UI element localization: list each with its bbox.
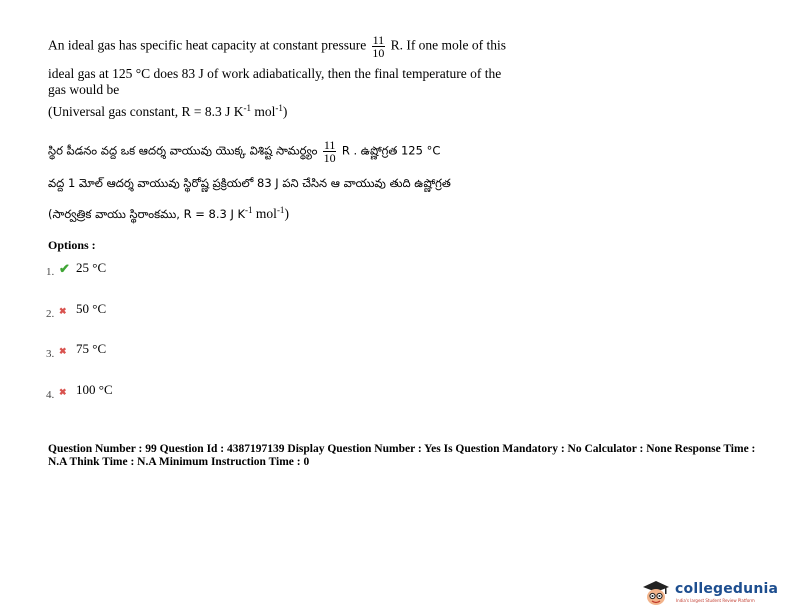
superscript: -1 <box>276 205 285 215</box>
question-text: R. If one mole of this <box>390 37 507 53</box>
constant-text: mol <box>250 104 276 119</box>
cross-icon: ✖ <box>59 306 67 316</box>
question-en-line-1 <box>48 34 506 59</box>
superscript: -1 <box>275 103 283 113</box>
question-en-line-2: ideal gas at 125 °C does 83 J of work adiabatically, then the final temperature of the <box>48 66 502 81</box>
fraction <box>323 139 337 164</box>
constant-text: (Universal gas constant, R = 8.3 J K <box>48 104 244 119</box>
cross-icon: ✖ <box>59 346 67 356</box>
option-text: 50 °C <box>76 301 107 316</box>
question-en-constant <box>48 104 287 120</box>
option-text: 25 °C <box>76 260 107 275</box>
logo-tagline: India's largest Student Review Platform <box>676 598 755 603</box>
question-te-constant <box>48 206 289 222</box>
question-text-telugu: స్థిర పీడనం వద్ద ఒక ఆదర్శ వాయువు యొక్క విశిష్ట సామర్థ్యం <box>48 143 318 158</box>
fraction-numerator: 11 <box>323 138 336 152</box>
question-en-line-3: gas would be <box>48 82 120 97</box>
option-number: 1. <box>46 266 55 278</box>
graduate-mascot-icon <box>641 580 671 606</box>
option-text: 100 °C <box>76 382 113 397</box>
option-number: 2. <box>46 308 55 320</box>
constant-text: ) <box>282 104 288 119</box>
fraction-numerator: 11 <box>372 33 385 47</box>
superscript: -1 <box>243 103 251 113</box>
question-metadata: Question Number : 99 Question Id : 4387197139 Display Question Number : Yes Is Question Mandatory : No Calculator : None Response Time : N.A Think Time : N.A Minimum Instruction Time : 0 <box>48 443 756 468</box>
fraction-denominator: 10 <box>323 151 336 165</box>
question-te-line-1 <box>48 139 440 164</box>
option-text: 75 °C <box>76 341 107 356</box>
superscript: -1 <box>245 205 253 215</box>
collegedunia-logo <box>641 580 786 606</box>
check-icon: ✔ <box>59 261 70 276</box>
constant-text: mol <box>252 206 277 221</box>
fraction <box>372 34 386 59</box>
fraction-denominator: 10 <box>372 46 385 60</box>
constant-text-telugu: (సార్వత్రిక వాయు స్థిరాంకము, R = 8.3 J K <box>48 207 246 221</box>
logo-wordmark: collegedunia <box>675 581 779 597</box>
constant-text: ) <box>284 206 289 221</box>
option-number: 3. <box>46 348 55 360</box>
option-number: 4. <box>46 389 55 401</box>
options-label: Options : <box>48 238 96 252</box>
question-text-telugu: R . ఉష్ణోగ్రత 125 °C <box>341 143 441 158</box>
question-text: An ideal gas has specific heat capacity at constant pressure <box>48 37 367 53</box>
cross-icon: ✖ <box>59 387 67 397</box>
question-te-line-2: వద్ద 1 మోల్ ఆదర్శ వాయువు స్థిరోష్ణ ప్రక్రియలో 83 J పని చేసిన ఆ వాయువు తుది ఉష్ణోగ్రత <box>48 176 451 190</box>
